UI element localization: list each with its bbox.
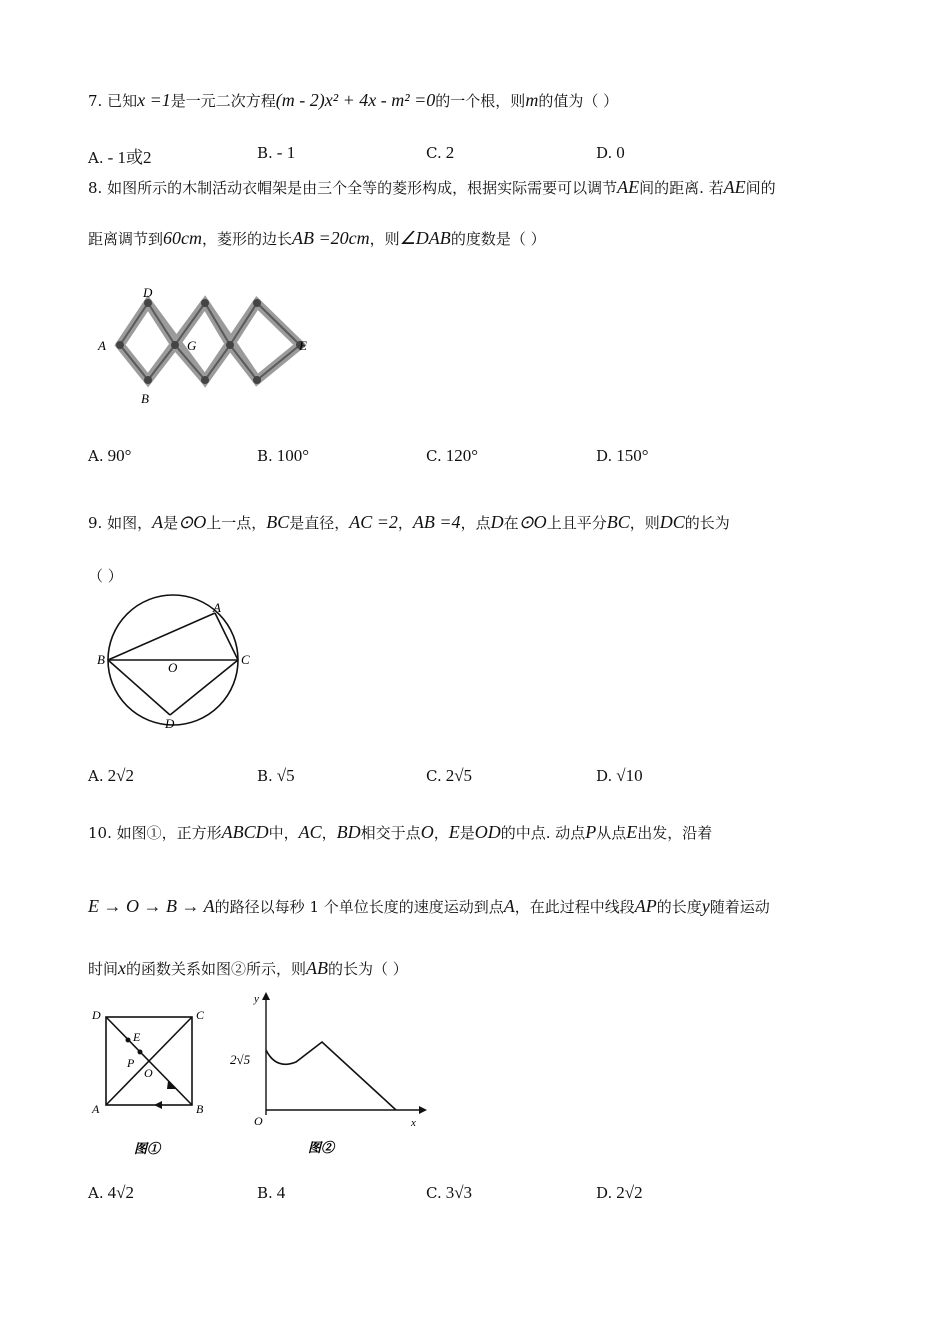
q8-option-b: B. 100° — [257, 446, 310, 465]
q8-figure-hanger — [95, 285, 325, 410]
q9-option-a: A. 2√2 — [88, 766, 134, 785]
label-a: A — [92, 1102, 100, 1116]
q7-option-d: D. 0 — [596, 143, 625, 162]
q9-option-c: C. 2√5 — [426, 766, 473, 785]
label-origin: O — [254, 1114, 263, 1128]
q10-stem-line2: E → O → B → A的路径以每秒 1 个单位长度的速度运动到点A，在此过程中线段AP的长度y随着运动 — [88, 896, 770, 916]
label-o: O — [144, 1066, 153, 1080]
q9-stem-line1: 9. 如图，A是⊙O上一点，BC是直径，AC =2，AB =4，点D在⊙O上且平分BC，则DC的长为 — [88, 512, 730, 532]
q9-option-d: D. √10 — [596, 766, 643, 785]
q7-stem: 7. 已知x =1是一元二次方程(m - 2)x² + 4x - m² =0的一个根，则m的值为（ ） — [88, 90, 619, 110]
fig2-caption: 图② — [308, 1140, 335, 1155]
q8-option-d: D. 150° — [596, 446, 649, 465]
q10-figure1-square — [88, 1005, 218, 1165]
label-d: D — [92, 1008, 101, 1022]
label-a: A — [98, 338, 106, 353]
label-b: B — [196, 1102, 204, 1116]
label-e: E — [299, 338, 307, 353]
q10-stem-line3: 时间x的函数关系如图②所示，则AB的长为（ ） — [88, 958, 408, 978]
label-a: A — [213, 600, 221, 615]
q7-option-c: C. 2 — [426, 143, 455, 162]
q7-option-b: B. - 1 — [257, 143, 296, 162]
q10-option-b: B. 4 — [257, 1183, 286, 1202]
label-p: P — [127, 1056, 135, 1070]
label-e: E — [133, 1030, 141, 1044]
q9-option-b: B. √5 — [257, 766, 295, 785]
q10-figure2-graph — [228, 990, 428, 1165]
label-2sqrt5: 2√5 — [230, 1052, 251, 1067]
q9-figure-circle — [95, 600, 255, 735]
q10-option-c: C. 3√3 — [426, 1183, 473, 1202]
q10-stem-line1: 10. 如图①，正方形ABCD中，AC，BD相交于点O，E是OD的中点. 动点P从点E出发，沿着 — [88, 822, 713, 842]
q8-option-a: A. 90° — [88, 446, 132, 465]
label-o: O — [168, 660, 178, 675]
label-g: G — [187, 338, 197, 353]
q7-option-a: A. - 1或2 — [88, 148, 152, 167]
label-x: x — [411, 1117, 416, 1129]
q10-option-a: A. 4√2 — [88, 1183, 134, 1202]
q8-stem-line2: 距离调节到60cm，菱形的边长AB =20cm，则∠DAB的度数是（ ） — [88, 228, 546, 248]
label-b: B — [97, 652, 105, 667]
label-c: C — [241, 652, 250, 667]
q8-stem-line1: 8. 如图所示的木制活动衣帽架是由三个全等的菱形构成，根据实际需要可以调节AE间的距离. 若AE间的 — [88, 177, 776, 197]
q8-option-c: C. 120° — [426, 446, 479, 465]
label-c: C — [196, 1008, 205, 1022]
label-d: D — [165, 716, 175, 731]
q9-stem-line2: （ ） — [88, 567, 123, 585]
label-y: y — [254, 993, 259, 1005]
label-b: B — [141, 391, 149, 406]
q10-option-d: D. 2√2 — [596, 1183, 643, 1202]
label-d: D — [143, 285, 153, 300]
fig1-caption: 图① — [134, 1141, 161, 1156]
